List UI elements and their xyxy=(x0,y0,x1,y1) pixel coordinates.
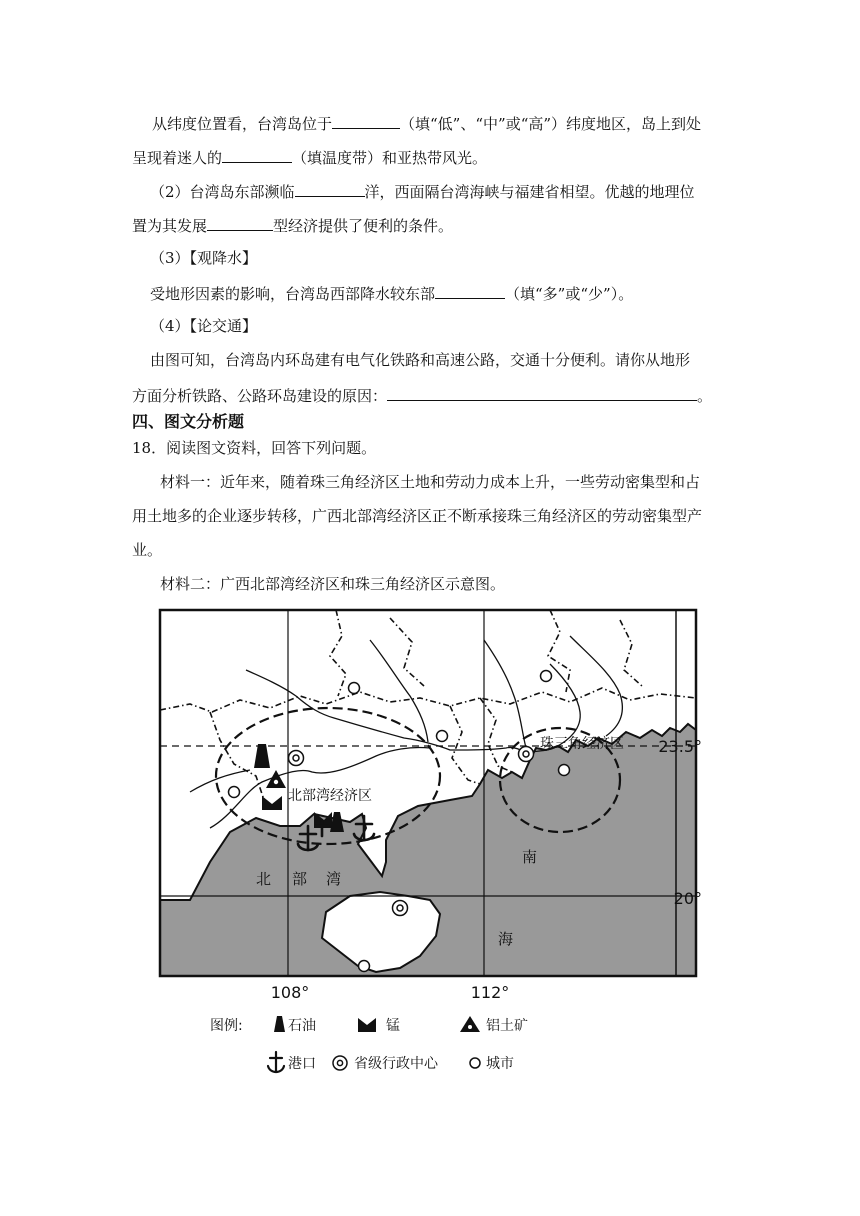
manganese-icon xyxy=(358,1018,376,1032)
text: 受地形因素的影响，台湾岛西部降水较东部 xyxy=(150,285,436,303)
answer-blank[interactable] xyxy=(207,214,273,231)
answer-blank[interactable] xyxy=(435,282,505,299)
oil-icon xyxy=(274,1016,285,1032)
text-line-3 xyxy=(150,180,695,202)
section-heading: 四、图文分析题 xyxy=(132,412,245,431)
text-line-2 xyxy=(132,146,487,168)
text: 方面分析铁路、公路环岛建设的原因： xyxy=(132,387,388,405)
text: （填“低”、“中”或“高”）纬度地区，岛上到处 xyxy=(400,115,702,133)
answer-blank[interactable] xyxy=(332,112,400,129)
map-svg xyxy=(150,600,710,1080)
text: 从纬度位置看，台湾岛位于 xyxy=(152,115,333,133)
legend-oil: 石油 xyxy=(288,1018,316,1034)
gulf-label: 部 xyxy=(292,870,308,888)
map-legend xyxy=(210,1016,528,1072)
material-1-line-3: 业。 xyxy=(132,541,163,559)
text: 置为其发展 xyxy=(132,217,208,235)
zone-label-east: 珠三角经济区 xyxy=(540,736,624,752)
answer-blank[interactable] xyxy=(222,146,292,163)
subheading: （4）【论交通】 xyxy=(150,317,258,335)
lat-label-20: 20° xyxy=(673,889,702,908)
sea-label: 南 xyxy=(522,848,538,866)
material-1-line-1: 材料一：近年来，随着珠三角经济区土地和劳动力成本上升，一些劳动密集型和占 xyxy=(160,473,701,491)
legend-city: 城市 xyxy=(486,1056,514,1072)
text: 由图可知，台湾岛内环岛建有电气化铁路和高速公路，交通十分便利。请你从地形 xyxy=(150,351,691,369)
manganese-icon xyxy=(262,796,282,810)
lon-label-112: 112° xyxy=(470,983,510,1002)
gulf-label: 北 xyxy=(256,870,272,888)
legend-bauxite: 铝土矿 xyxy=(486,1018,528,1034)
subheading: （3）【观降水】 xyxy=(150,249,258,267)
port-icon xyxy=(268,1052,284,1072)
answer-blank[interactable] xyxy=(387,384,697,401)
legend-capital: 省级行政中心 xyxy=(354,1056,438,1072)
oil-icon xyxy=(330,812,344,832)
text: （填“多”或“少”）。 xyxy=(505,285,634,303)
text: 。 xyxy=(697,387,713,405)
text-line-7 xyxy=(150,316,257,336)
zone-label-west: 北部湾经济区 xyxy=(288,788,372,804)
legend-manganese: 锰 xyxy=(386,1018,400,1034)
text-line-4 xyxy=(132,214,453,236)
text-line-6 xyxy=(150,282,633,304)
lon-label-108: 108° xyxy=(270,983,310,1002)
text-line-8 xyxy=(150,350,690,370)
text: 洋，西面隔台湾海峡与福建省相望。优越的地理位 xyxy=(364,183,695,201)
answer-blank[interactable] xyxy=(295,180,365,197)
text: 型经济提供了便利的条件。 xyxy=(273,217,454,235)
bauxite-icon xyxy=(460,1016,480,1032)
question-18: 18．阅读图文资料，回答下列问题。 xyxy=(132,439,377,457)
text: （2）台湾岛东部濒临 xyxy=(150,183,295,201)
map-figure xyxy=(150,600,710,1080)
legend-title: 图例: xyxy=(210,1018,243,1034)
lat-label-235: 23.5° xyxy=(658,737,702,756)
legend-port: 港口 xyxy=(288,1056,316,1072)
text-line-9 xyxy=(132,384,712,406)
text: （填温度带）和亚热带风光。 xyxy=(292,149,488,167)
material-2: 材料二：广西北部湾经济区和珠三角经济区示意图。 xyxy=(160,575,506,593)
oil-icon xyxy=(254,744,270,768)
text-line-5 xyxy=(150,248,257,268)
gulf-label: 湾 xyxy=(326,870,342,888)
sea-label: 海 xyxy=(498,930,514,948)
material-1-line-2: 用土地多的企业逐步转移，广西北部湾经济区正不断承接珠三角经济区的劳动密集型产 xyxy=(132,507,703,525)
text-line-1 xyxy=(152,112,701,134)
text: 呈现着迷人的 xyxy=(132,149,223,167)
